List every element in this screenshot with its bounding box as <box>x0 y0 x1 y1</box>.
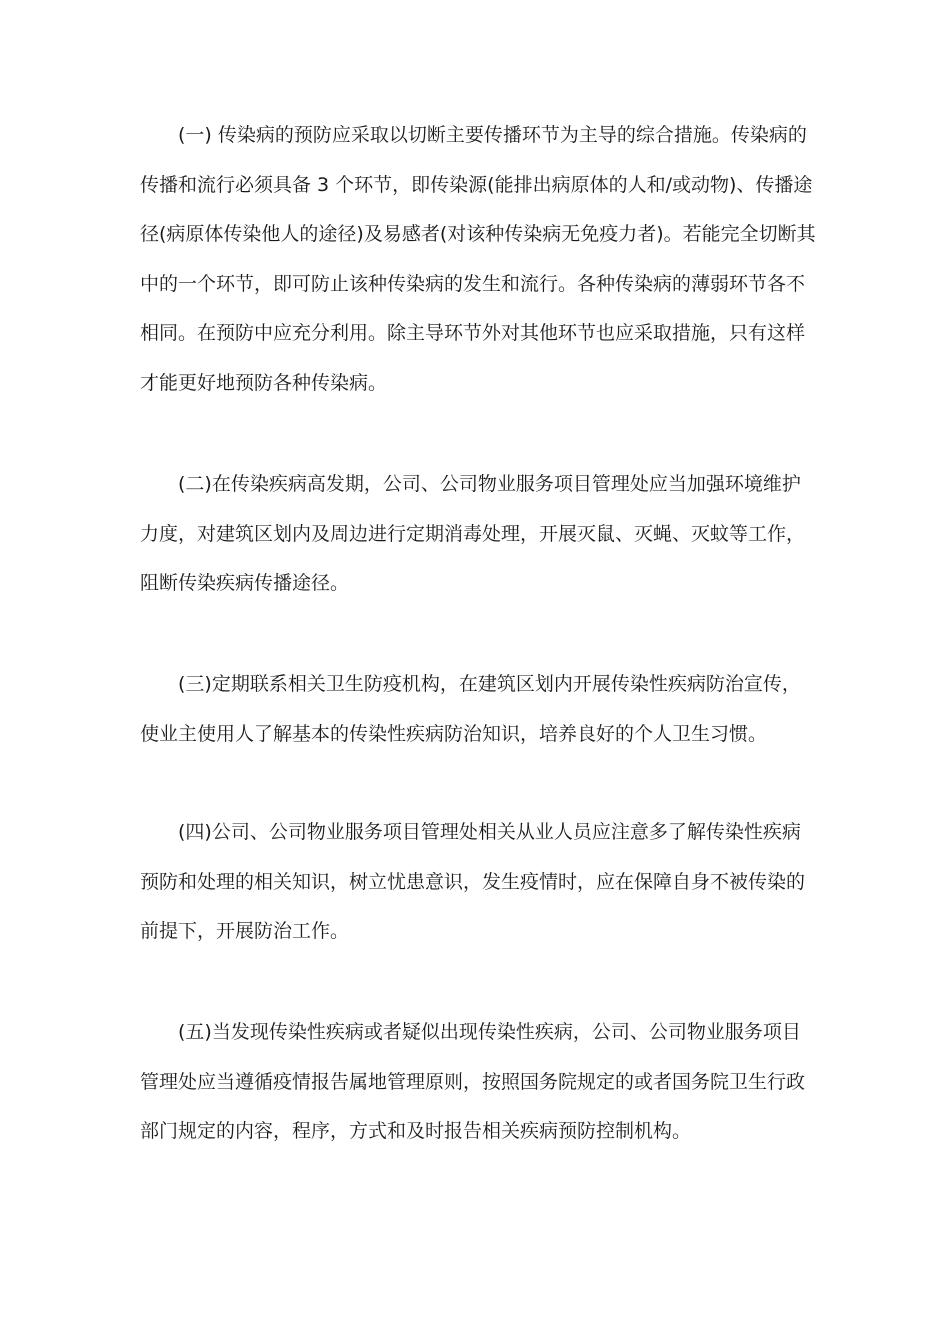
paragraph-line: 使业主使用人了解基本的传染性疾病防治知识，培养良好的个人卫生习惯。 <box>140 722 768 745</box>
paragraph-line: 中的一个环节，即可防止该种传染病的发生和流行。各种传染病的薄弱环节各不 <box>140 272 806 295</box>
paragraph-line: 前提下，开展防治工作。 <box>140 920 350 942</box>
paragraph-3 <box>140 660 812 759</box>
paragraph-line: 才能更好地预防各种传染病。 <box>140 371 388 394</box>
paragraph-line: 管理处应当遵循疫情报告属地管理原则，按照国务院规定的或者国务院卫生行政 <box>140 1070 806 1093</box>
paragraph-line: (二)在传染疾病高发期，公司、公司物业服务项目管理处应当加强环境维护 <box>178 473 801 495</box>
paragraph-line: 阻断传染疾病传播途径。 <box>140 572 350 594</box>
paragraph-line: 部门规定的内容，程序，方式和及时报告相关疾病预防控制机构。 <box>140 1120 692 1142</box>
paragraph-line: (四)公司、公司物业服务项目管理处相关从业人员应注意多了解传染性疾病 <box>178 821 801 843</box>
paragraph-line: (五)当发现传染性疾病或者疑似出现传染性疾病，公司、公司物业服务项目 <box>178 1021 801 1043</box>
paragraph-line: 预防和处理的相关知识，树立忧患意识，发生疫情时，应在保障自身不被传染的 <box>140 870 806 893</box>
paragraph-line: (三)定期联系相关卫生防疫机构，在建筑区划内开展传染性疾病防治宣传， <box>178 673 801 695</box>
paragraph-5 <box>140 1008 812 1157</box>
paragraph-line: 传播和流行必须具备 3 个环节，即传染源(能排出病原体的人和/或动物)、传播途 <box>140 173 813 196</box>
paragraph-line: (一) 传染病的预防应采取以切断主要传播环节为主导的综合措施。传染病的 <box>178 124 807 146</box>
paragraph-1 <box>140 111 816 408</box>
paragraph-4 <box>140 808 812 957</box>
paragraph-2 <box>140 460 812 609</box>
paragraph-line: 径(病原体传染他人的途径)及易感者(对该种传染病无免疫力者)。若能完全切断其 <box>140 223 816 245</box>
paragraph-line: 力度，对建筑区划内及周边进行定期消毒处理，开展灭鼠、灭蝇、灭蚊等工作， <box>140 522 806 545</box>
paragraph-line: 相同。在预防中应充分利用。除主导环节外对其他环节也应采取措施，只有这样 <box>140 322 806 344</box>
